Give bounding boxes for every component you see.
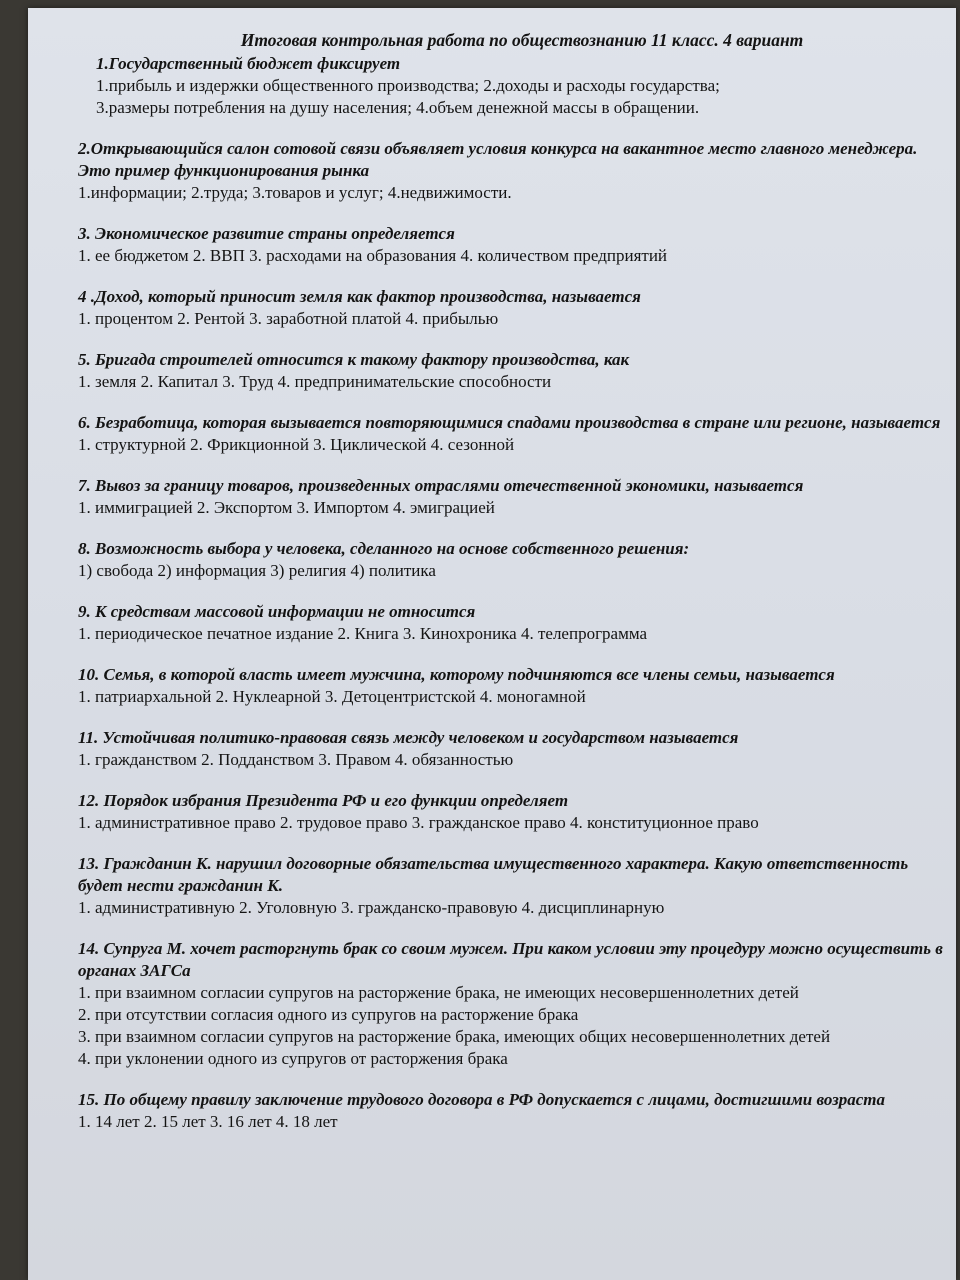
answer-options	[78, 371, 946, 393]
answer-option-line: 1. периодическое печатное издание 2. Книга 3. Кинохроника 4. телепрограмма	[78, 624, 648, 643]
answer-option-line: 1. патриархальной 2. Нуклеарной 3. Детоцентристской 4. моногамной	[78, 687, 586, 706]
question-12	[78, 790, 946, 834]
question-8	[78, 538, 946, 582]
question-text: 7. Вывоз за границу товаров, произведенных отраслями отечественной экономики, называется	[78, 476, 804, 495]
question-13	[78, 853, 946, 919]
question-11	[78, 727, 946, 771]
answer-options	[78, 182, 946, 204]
question-text: 15. По общему правилу заключение трудового договора в РФ допускается с лицами, достигшими возраста	[78, 1090, 886, 1109]
question-text: 3. Экономическое развитие страны определяется	[78, 224, 455, 243]
question-text: 9. К средствам массовой информации не относится	[78, 602, 476, 621]
answer-option-line: 3. при взаимном согласии супругов на расторжение брака, имеющих общих несовершеннолетних детей	[78, 1027, 831, 1046]
question-1	[96, 53, 946, 119]
question-14	[78, 938, 946, 1070]
answer-option-line: 1. земля 2. Капитал 3. Труд 4. предпринимательские способности	[78, 372, 552, 391]
answer-option-line: 1. гражданством 2. Подданством 3. Правом 4. обязанностью	[78, 750, 514, 769]
question-10	[78, 664, 946, 708]
answer-option-line: 1. административное право 2. трудовое право 3. гражданское право 4. конституционное право	[78, 813, 759, 832]
answer-options	[78, 749, 946, 771]
question-6	[78, 412, 946, 456]
answer-options	[78, 686, 946, 708]
question-text: 11. Устойчивая политико-правовая связь между человеком и государством называется	[78, 728, 739, 747]
answer-options	[78, 560, 946, 582]
question-text: 14. Супруга М. хочет расторгнуть брак со своим мужем. При каком условии эту процедуру можно осуществить в органах ЗАГСа	[78, 939, 943, 980]
answer-option-line: 1.прибыль и издержки общественного производства; 2.доходы и расходы государства;	[96, 76, 720, 95]
paper-sheet	[28, 8, 956, 1280]
answer-options	[78, 812, 946, 834]
answer-option-line: 1) свобода 2) информация 3) религия 4) политика	[78, 561, 436, 580]
answer-options	[78, 623, 946, 645]
answer-option-line: 1. при взаимном согласии супругов на расторжение брака, не имеющих несовершеннолетних детей	[78, 983, 799, 1002]
answer-options	[78, 308, 946, 330]
question-2	[78, 138, 946, 204]
answer-options	[78, 1111, 946, 1133]
question-4	[78, 286, 946, 330]
document-title: Итоговая контрольная работа по обществознанию 11 класс. 4 вариант	[240, 30, 804, 50]
answer-options	[96, 75, 946, 119]
answer-options	[78, 982, 946, 1070]
answer-options	[78, 897, 946, 919]
answer-option-line: 3.размеры потребления на душу населения; 4.объем денежной массы в обращении.	[96, 98, 700, 117]
answer-option-line: 1. административную 2. Уголовную 3. гражданско-правовую 4. дисциплинарную	[78, 898, 665, 917]
question-list	[78, 53, 946, 1133]
question-text: 1.Государственный бюджет фиксирует	[96, 54, 401, 73]
answer-option-line: 1. структурной 2. Фрикционной 3. Циклической 4. сезонной	[78, 435, 515, 454]
question-text: 2.Открывающийся салон сотовой связи объявляет условия конкурса на вакантное место главного менеджера. Это пример функционирования рынка	[78, 139, 918, 180]
answer-option-line: 1. иммиграцией 2. Экспортом 3. Импортом 4. эмиграцией	[78, 498, 495, 517]
test-document	[78, 30, 946, 1152]
answer-options	[78, 434, 946, 456]
question-5	[78, 349, 946, 393]
question-7	[78, 475, 946, 519]
question-text: 5. Бригада строителей относится к такому фактору производства, как	[78, 350, 630, 369]
answer-option-line: 4. при уклонении одного из супругов от расторжения брака	[78, 1049, 508, 1068]
answer-option-line: 2. при отсутствии согласия одного из супругов на расторжение брака	[78, 1005, 579, 1024]
answer-option-line: 1.информации; 2.труда; 3.товаров и услуг; 4.недвижимости.	[78, 183, 512, 202]
question-text: 12. Порядок избрания Президента РФ и его функции определяет	[78, 791, 569, 810]
question-text: 4 .Доход, который приносит земля как фактор производства, называется	[78, 287, 641, 306]
question-9	[78, 601, 946, 645]
question-text: 10. Семья, в которой власть имеет мужчина, которому подчиняются все члены семьи, называется	[78, 665, 835, 684]
answer-option-line: 1. процентом 2. Рентой 3. заработной платой 4. прибылью	[78, 309, 499, 328]
question-text: 8. Возможность выбора у человека, сделанного на основе собственного решения:	[78, 539, 690, 558]
question-text: 6. Безработица, которая вызывается повторяющимися спадами производства в стране или регионе, называется	[78, 413, 941, 432]
answer-option-line: 1. ее бюджетом 2. ВВП 3. расходами на образования 4. количеством предприятий	[78, 246, 668, 265]
question-text: 13. Гражданин К. нарушил договорные обязательства имущественного характера. Какую ответственность будет нести гражданин К.	[78, 854, 909, 895]
question-15	[78, 1089, 946, 1133]
question-3	[78, 223, 946, 267]
answer-options	[78, 497, 946, 519]
answer-options	[78, 245, 946, 267]
answer-option-line: 1. 14 лет 2. 15 лет 3. 16 лет 4. 18 лет	[78, 1112, 338, 1131]
